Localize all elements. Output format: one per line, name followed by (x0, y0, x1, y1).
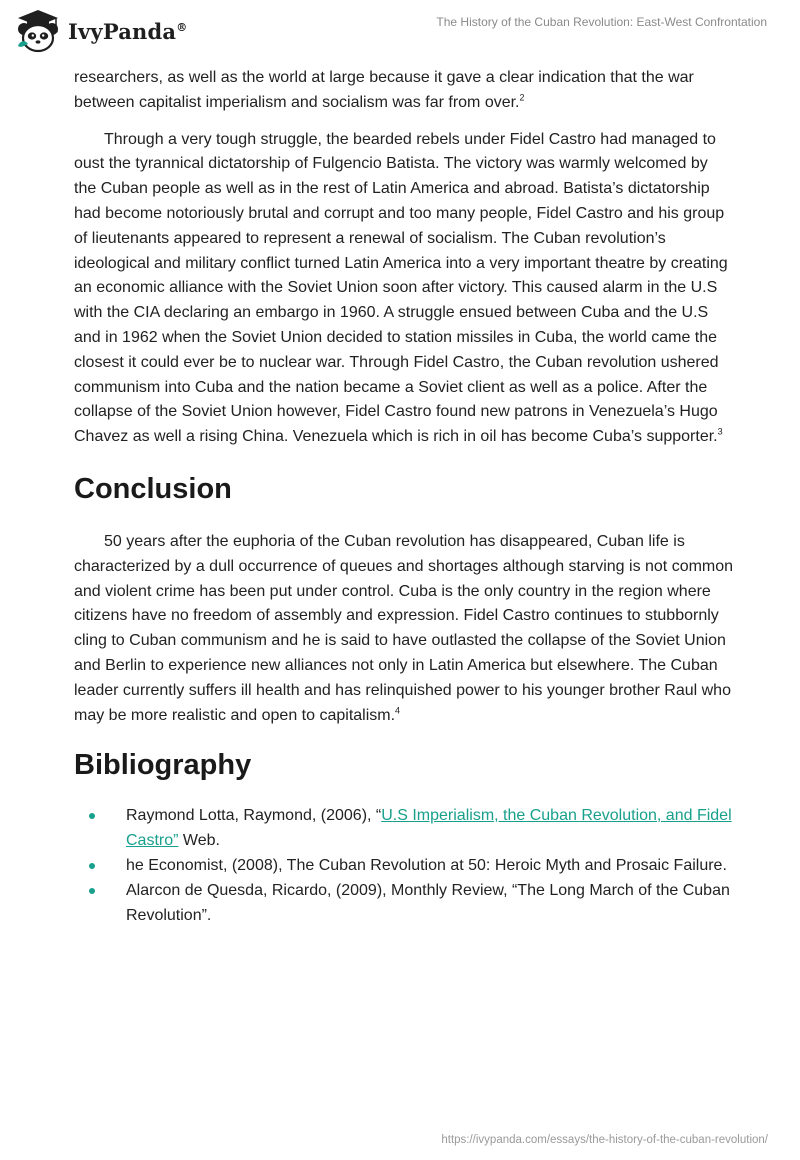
paragraph-revolution: Through a very tough struggle, the bearded rebels under Fidel Castro had managed to oust the tyrannical dictatorship of Fulgencio Batista. The victory was warmly welcomed by the Cuban people as well as in the rest of Latin America and abroad. Batista’s dictatorship had become notoriously brutal and corrupt and too many people, Fidel Castro and his group of lieutenants appeared to represent a renewal of socialism. The Cuban revolution’s ideological and military conflict turned Latin America into a very important theatre by creating an economic alliance with the Soviet Union soon after victory. This caused alarm in the U.S with the CIA declaring an embargo in 1960. A struggle ensued between Cuba and the U.S and in 1962 when the Soviet Union decided to station missiles in Cuba, the world came the closest it could ever be to nuclear war. Through Fidel Castro, the Cuban revolution ushered communism into Cuba and the nation became a Soviet client as well as a police. After the collapse of the Soviet Union however, Fidel Castro found new patrons in Venezuela’s Hugo Chavez as well a rising China. Venezuela which is rich in oil has become Cuba’s supporter.$^3$ (74, 130, 728, 446)
bullet-dot-icon (89, 888, 95, 894)
bibliography-item: Alarcon de Quesda, Ricardo, (2009), Monthly Review, “The Long March of the Cuban Revolution”. (126, 879, 734, 929)
bibliography-item: Raymond Lotta, Raymond, (2006), “U.S Imperialism, the Cuban Revolution, and Fidel Castro” Web. (126, 804, 734, 854)
ivypanda-logo[interactable] (14, 8, 187, 54)
bibliography-heading: Bibliography (74, 749, 252, 782)
essay-content (74, 66, 734, 928)
bibliography-item: he Economist, (2008), The Cuban Revolution at 50: Heroic Myth and Prosaic Failure. (126, 854, 734, 879)
logo-text: IvyPanda® (68, 18, 188, 44)
footnote-marker[interactable]: 3 (717, 426, 723, 437)
conclusion-heading: Conclusion (74, 472, 232, 505)
document-title: The History of the Cuban Revolution: East-West Confrontation (436, 15, 767, 29)
bullet-dot-icon (89, 863, 95, 869)
bullet-dot-icon (89, 813, 95, 819)
footnote-marker[interactable]: 4 (395, 705, 401, 716)
bibliography-link[interactable]: U.S Imperialism, the Cuban Revolution, and Fidel Castro” (126, 807, 732, 850)
bibliography-list (74, 804, 734, 928)
paragraph-continued: researchers, as well as the world at large because it gave a clear indication that the war between capitalist imperialism and socialism was far from over.$^2$ (74, 69, 694, 111)
footnote-marker[interactable]: 2 (519, 92, 525, 103)
panda-logo-icon (14, 8, 62, 54)
footer-url[interactable]: https://ivypanda.com/essays/the-history-of-the-cuban-revolution/ (441, 1134, 768, 1146)
paragraph-conclusion: 50 years after the euphoria of the Cuban revolution has disappeared, Cuban life is characterized by a dull occurrence of queues and shortages although starving is not common and violent crime has been put under control. Cuba is the only country in the region where citizens have no freedom of assembly and expression. Fidel Castro continues to stubbornly cling to Cuban communism and he is said to have outlasted the collapse of the Soviet Union and Berlin to experience new alliances not only in Latin America but elsewhere. The Cuban leader currently suffers ill health and has relinquished power to his younger brother Raul who may be more realistic and open to capitalism.$^4$ (74, 532, 734, 724)
page-header (0, 0, 800, 70)
